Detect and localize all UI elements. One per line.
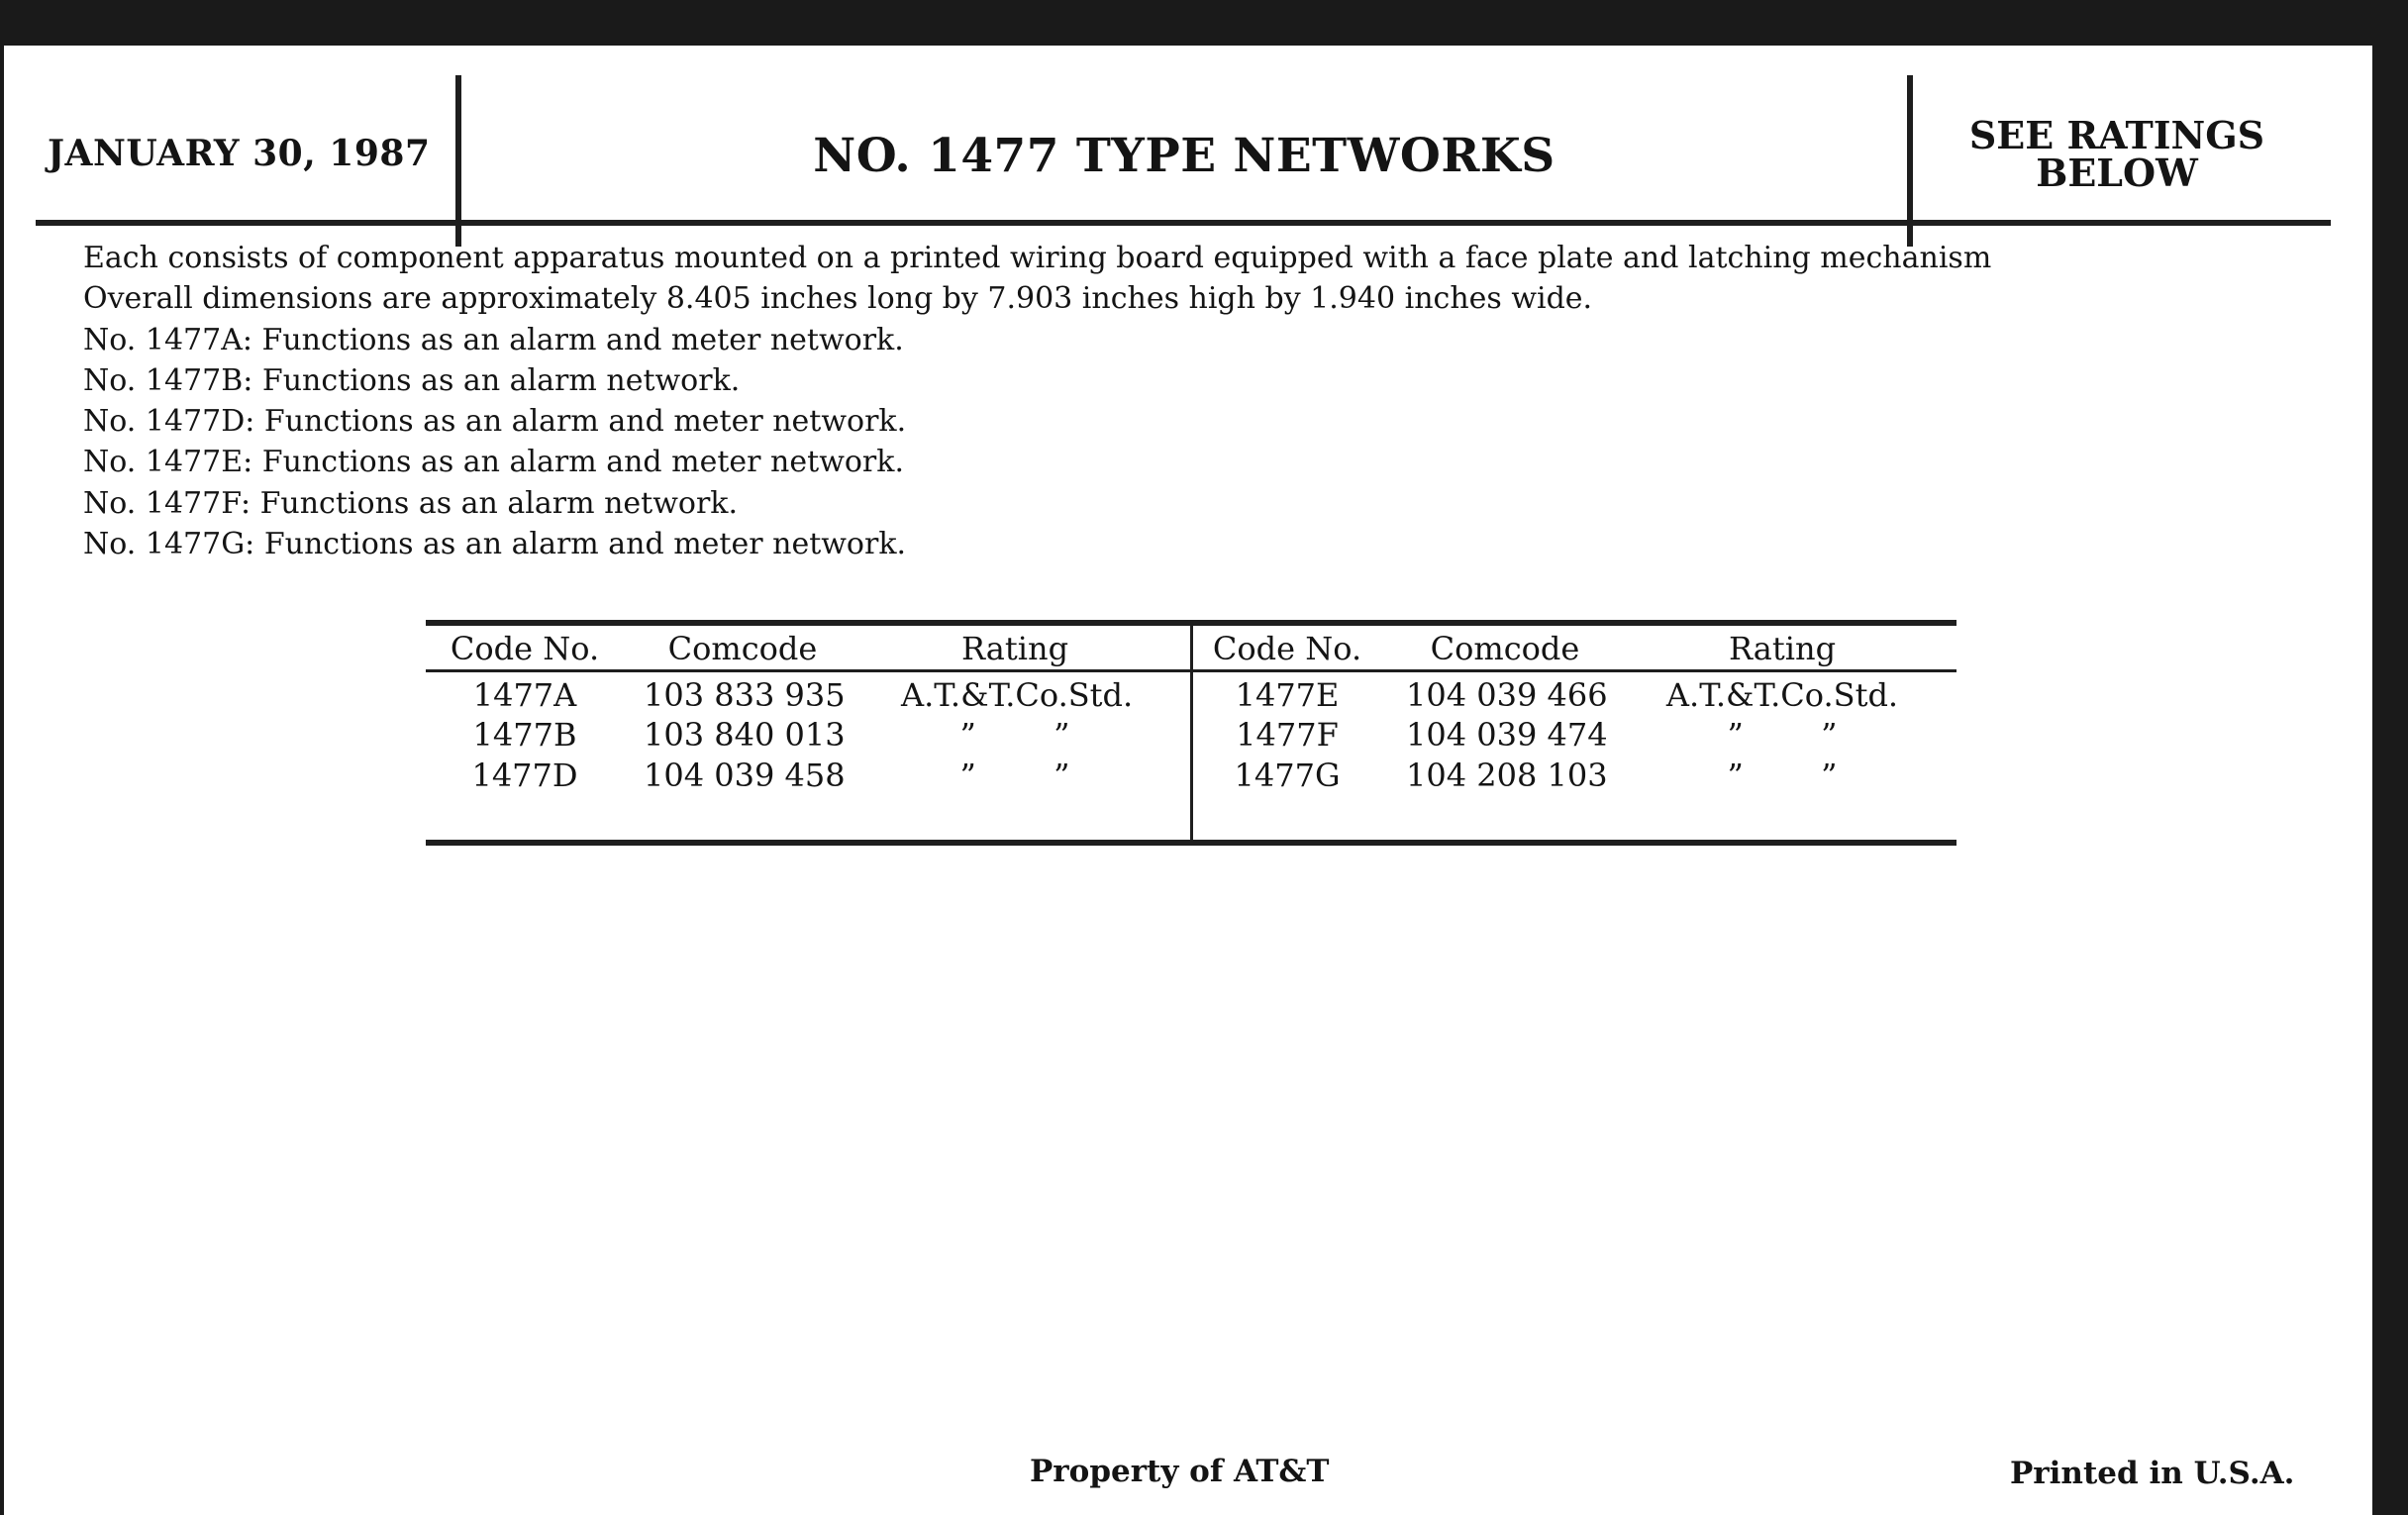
table-cell-comcode: 104 039 458 [644, 757, 846, 794]
description-line: No. 1477G: Functions as an alarm and meter network. [83, 527, 907, 562]
table-cell-code: 1477E [1235, 676, 1340, 714]
document-title: NO. 1477 TYPE NETWORKS [813, 129, 1555, 183]
document-card [4, 46, 2372, 1515]
ratings-table [426, 620, 1956, 848]
document-date: JANUARY 30, 1987 [48, 133, 431, 174]
description-line: Overall dimensions are approximately 8.405 inches long by 7.903 inches high by 1.940 inches wide. [83, 281, 1593, 317]
description-line: No. 1477D: Functions as an alarm and meter network. [83, 404, 907, 440]
column-header-comcode-right: Comcode [1430, 630, 1580, 667]
table-cell-rating-ditto: ” ” [959, 716, 1104, 754]
table-bottom-rule [426, 840, 1956, 846]
ratings-note-line2: BELOW [2036, 151, 2198, 195]
table-cell-rating: A.T.&T.Co.Std. [901, 676, 1134, 714]
table-cell-code: 1477D [471, 757, 578, 794]
table-cell-code: 1477G [1234, 757, 1341, 794]
table-cell-rating-ditto: ” ” [1727, 757, 1871, 794]
header-rule [36, 220, 2331, 226]
column-header-code-left: Code No. [450, 630, 600, 667]
description-line: Each consists of component apparatus mounted on a printed wiring board equipped with a face plate and latching mechanism [83, 241, 1992, 275]
description-line: No. 1477A: Functions as an alarm and meter network. [83, 322, 904, 357]
table-cell-rating-ditto: ” ” [1727, 716, 1871, 754]
table-cell-comcode: 104 039 466 [1406, 676, 1608, 714]
table-cell-comcode: 103 833 935 [644, 676, 846, 714]
description-block [83, 238, 2261, 564]
column-header-rating-right: Rating [1728, 630, 1837, 667]
table-cell-rating-ditto: ” ” [959, 757, 1104, 794]
column-header-code-right: Code No. [1212, 630, 1362, 667]
table-cell-code: 1477B [472, 716, 577, 754]
table-cell-code: 1477F [1236, 716, 1339, 754]
table-center-divider [1190, 620, 1193, 840]
column-header-comcode-left: Comcode [667, 630, 818, 667]
table-cell-rating: A.T.&T.Co.Std. [1665, 676, 1899, 714]
description-line: No. 1477B: Functions as an alarm network. [83, 362, 741, 398]
description-line: No. 1477E: Functions as an alarm and meter network. [83, 445, 904, 480]
table-cell-comcode: 104 208 103 [1406, 757, 1608, 794]
ratings-note-line1: SEE RATINGS [1968, 113, 2265, 157]
ratings-note [1913, 113, 2321, 195]
footer-property: Property of AT&T [1030, 1454, 1330, 1489]
footer-printed: Printed in U.S.A. [2010, 1456, 2295, 1491]
description-line: No. 1477F: Functions as an alarm network. [83, 485, 738, 521]
table-cell-comcode: 104 039 474 [1406, 716, 1608, 754]
table-cell-code: 1477A [472, 676, 577, 714]
table-cell-comcode: 103 840 013 [644, 716, 846, 754]
column-header-rating-left: Rating [960, 630, 1069, 667]
